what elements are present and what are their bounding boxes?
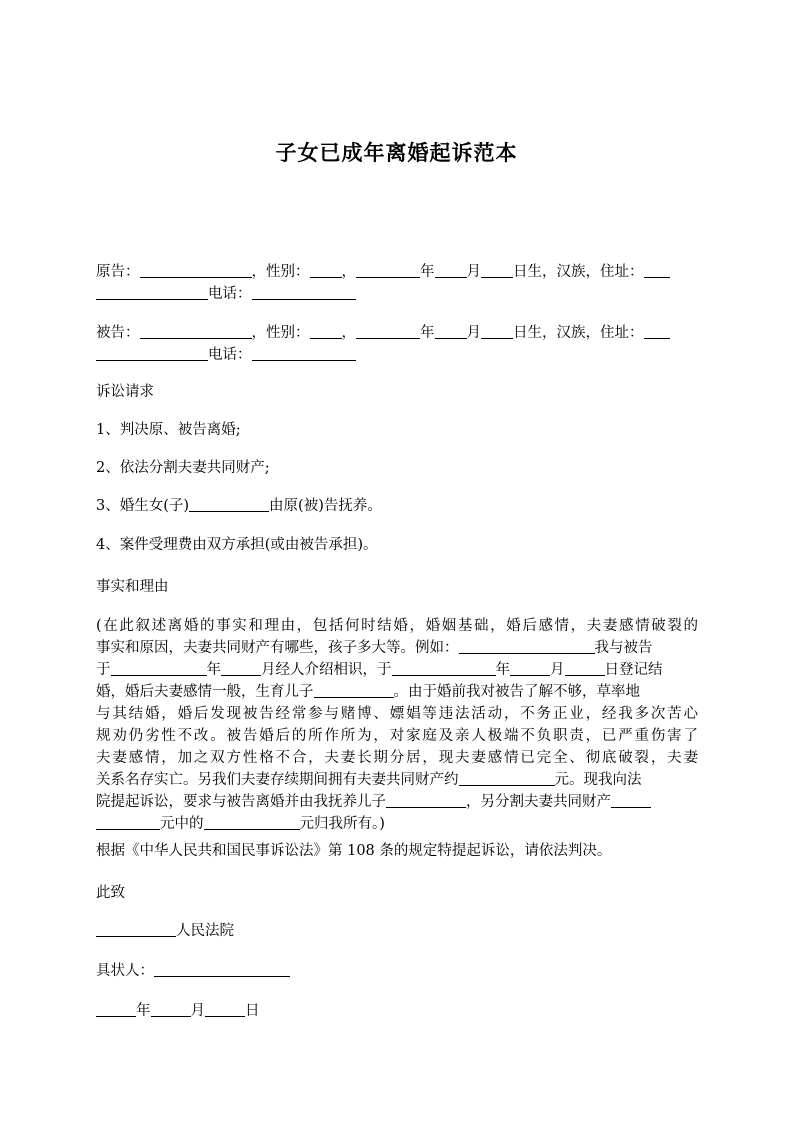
signer-label: 具状人： <box>96 963 154 979</box>
claim-item-4: 4、案件受理费由双方承担(或由被告承担)。 <box>96 537 378 553</box>
facts-line-4 <box>96 681 698 703</box>
date-day-blank <box>205 1002 245 1017</box>
defendant-month-blank <box>435 324 467 339</box>
split-amount-blank-2 <box>96 815 160 830</box>
signer-line <box>96 960 698 982</box>
facts-line-10-text: 元中的 <box>160 816 204 832</box>
date-month-label: 月 <box>190 1003 205 1019</box>
plaintiff-line-1 <box>96 261 698 283</box>
document-title: 子女已成年离婚起诉范本 <box>275 141 518 165</box>
facts-line-10-end: 元归我所有。) <box>299 816 385 832</box>
facts-line-2 <box>96 637 698 659</box>
closing-salutation: 此致 <box>96 885 125 901</box>
meet-year-blank <box>111 661 207 676</box>
defendant-address-blank-2 <box>96 346 208 361</box>
legal-basis: 根据《中华人民共和国民事诉讼法》第 108 条的规定特提起诉讼，请依法判决。 <box>96 843 612 859</box>
register-year-blank <box>392 661 496 676</box>
facts-heading: 事实和理由 <box>96 579 169 595</box>
facts-line-6: 规劝仍劣性不改。被告婚后的所作所为，对家庭及亲人极端不负职责，已严重伤害了 <box>96 728 698 744</box>
facts-line-3-text: 于 <box>96 662 111 678</box>
facts-line-5: 与其结婚，婚后发现被告经常参与赌博、嫖娼等违法活动，不务正业，经我多次苦心 <box>96 706 698 722</box>
defendant-line-1 <box>96 322 698 344</box>
facts-line-7: 夫妻感情，加之双方性格不合，夫妻长期分居，现夫妻感情已完全、彻底破裂，夫妻 <box>96 750 698 766</box>
son-name-blank <box>314 683 394 698</box>
defendant-month-label: 月 <box>466 325 481 341</box>
defendant-line-2 <box>96 344 698 366</box>
claim-item-3 <box>96 495 698 517</box>
plaintiff-day-blank <box>481 263 513 278</box>
claim-item-3-prefix: 3、婚生女(子) <box>96 498 190 514</box>
facts-line-3-month: 月 <box>550 662 565 678</box>
defendant-address-blank <box>644 324 670 339</box>
register-day-blank <box>565 661 605 676</box>
date-line <box>96 1000 698 1022</box>
split-amount-blank <box>611 793 651 808</box>
court-label: 人民法院 <box>176 923 234 939</box>
facts-line-1: (在此叙述离婚的事实和理由，包括何时结婚，婚姻基础，婚后感情，夫妻感情破裂的 <box>96 618 698 634</box>
facts-line-3-year-2: 年 <box>495 662 510 678</box>
plaintiff-gender-blank <box>310 263 342 278</box>
date-month-blank <box>151 1002 191 1017</box>
plaintiff-month-label: 月 <box>466 264 481 280</box>
plaintiff-line-2 <box>96 283 698 305</box>
defendant-phone-label: 电话： <box>208 347 252 363</box>
property-amount-blank <box>459 771 555 786</box>
facts-line-2-text: 事实和原因，夫妻共同财产有哪些，孩子多大等。例如： <box>96 640 459 656</box>
claim-item-1: 1、判决原、被告离婚; <box>96 422 241 438</box>
facts-line-3 <box>96 659 698 681</box>
child-name-blank <box>189 497 269 512</box>
plaintiff-year-label: 年 <box>420 264 435 280</box>
date-year-blank <box>96 1002 136 1017</box>
defendant-day-blank <box>481 324 513 339</box>
custody-son-blank <box>386 793 466 808</box>
facts-line-4-end: 。由于婚前我对被告了解不够，草率地 <box>393 684 640 700</box>
facts-line-3-end: 日登记结 <box>604 662 663 678</box>
plaintiff-birth-label: 日生，汉族，住址： <box>513 264 644 280</box>
defendant-name-blank <box>140 324 252 339</box>
plaintiff-month-blank <box>435 263 467 278</box>
defendant-year-label: 年 <box>420 325 435 341</box>
plaintiff-gender-label: ，性别： <box>251 264 310 280</box>
court-name-blank <box>96 922 176 937</box>
defendant-gender-label: ，性别： <box>251 325 310 341</box>
plaintiff-phone-label: 电话： <box>208 286 252 302</box>
plaintiff-phone-blank <box>252 285 356 300</box>
plaintiff-address-blank-2 <box>96 285 208 300</box>
plaintiff-name-blank <box>140 263 252 278</box>
claim-item-3-suffix: 由原(被)告抚养。 <box>269 498 382 514</box>
defendant-birth-label: 日生，汉族，住址： <box>513 325 644 341</box>
plaintiff-address-blank <box>644 263 670 278</box>
facts-line-3-year: 年 <box>206 662 221 678</box>
facts-line-8 <box>96 769 698 791</box>
defendant-year-blank <box>356 324 420 339</box>
court-line <box>96 920 698 942</box>
facts-line-9-mid: ，另分割夫妻共同财产 <box>466 794 611 810</box>
facts-line-10 <box>96 813 698 835</box>
date-day-label: 日 <box>245 1003 260 1019</box>
meet-month-blank <box>221 661 261 676</box>
facts-line-2-end: 我与被告 <box>594 640 653 656</box>
plaintiff-label: 原告： <box>96 264 140 280</box>
claim-item-2: 2、依法分割夫妻共同财产; <box>96 460 270 476</box>
facts-line-3-mid: 月经人介绍相识，于 <box>261 662 392 678</box>
facts-line-4-text: 婚，婚后夫妻感情一般，生育儿子 <box>96 684 314 700</box>
date-year-label: 年 <box>136 1003 151 1019</box>
signer-blank <box>154 962 290 977</box>
plaintiff-year-blank <box>356 263 420 278</box>
defendant-phone-blank <box>252 346 356 361</box>
facts-line-8-end: 元。现我向法 <box>554 772 642 788</box>
claims-heading: 诉讼请求 <box>96 384 154 400</box>
facts-line-9-text: 院提起诉讼，要求与被告离婚并由我抚养儿子 <box>96 794 386 810</box>
my-share-blank <box>204 815 300 830</box>
defendant-label: 被告： <box>96 325 140 341</box>
marriage-blank-1 <box>459 639 595 654</box>
register-month-blank <box>510 661 550 676</box>
facts-line-8-text: 关系名存实亡。另我们夫妻存续期间拥有夫妻共同财产约 <box>96 772 459 788</box>
defendant-comma: ， <box>341 325 356 341</box>
defendant-gender-blank <box>310 324 342 339</box>
facts-line-9 <box>96 791 698 813</box>
plaintiff-comma: ， <box>341 264 356 280</box>
